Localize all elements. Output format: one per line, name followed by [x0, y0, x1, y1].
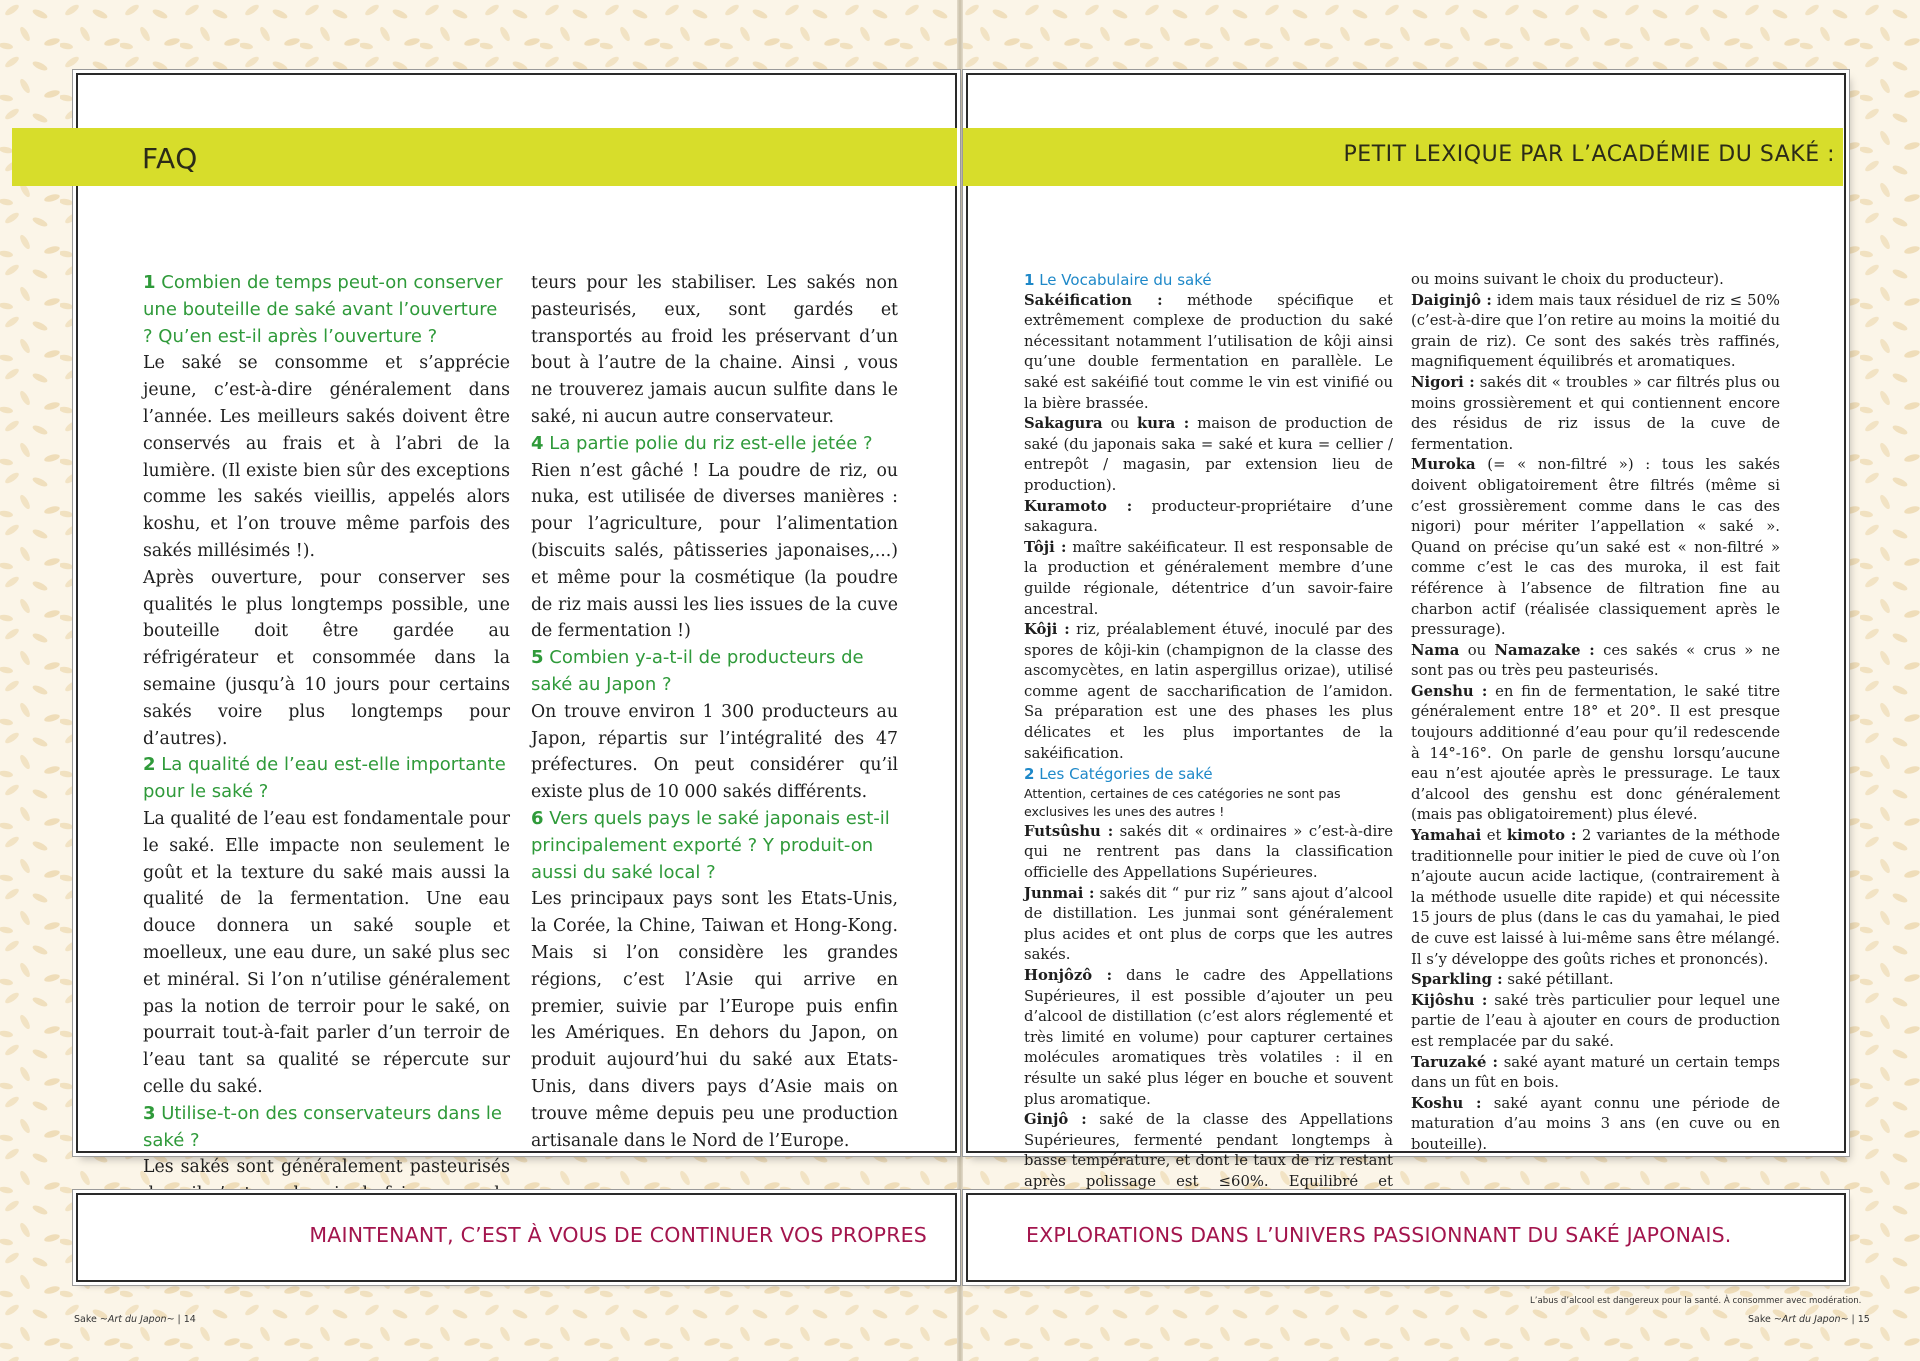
lexicon-title: PETIT LEXIQUE PAR L’ACADÉMIE DU SAKÉ : [1343, 142, 1835, 167]
lexicon-entry: Nigori : sakés dit « troubles » car filtrés plus ou moins grossièrement et qui contiennent encore des résidus de riz issus de la cuve de fermentation. [1411, 373, 1780, 453]
question-1: 1 Combien de temps peut-on conserver une bouteille de saké avant l’ouverture ? Qu’en est-il après l’ouverture ? [143, 272, 503, 347]
question-5: 5 Combien y-a-t-il de producteurs de saké au Japon ? [531, 647, 864, 695]
alcohol-warning: L’abus d’alcool est dangereux pour la santé. À consommer avec modération. [1530, 1296, 1862, 1306]
question-6: 6 Vers quels pays le saké japonais est-il principalement exporté ? Y produit-on aussi du saké local ? [531, 807, 890, 883]
lexicon-entry: Taruzaké : saké ayant maturé un certain temps dans un fût en bois. [1411, 1053, 1780, 1092]
answer-5: On trouve environ 1 300 producteurs au Japon, répartis sur l’intégralité des 47 préfectures. On peut considérer qu’il existe plus de 10 000 sakés différents. [531, 701, 898, 803]
answer-3-end: teurs pour les stabiliser. Les sakés non pasteurisés, eux, sont gardés et transportés au froid les préservant d’un bout à l’autre de la chaine. Ainsi , vous ne trouverez jamais aucun sulfite dans le saké, ni aucun autre conservateur. [531, 273, 898, 427]
answer-1-paragraph-2: Après ouverture, pour conserver ses qualités le plus longtemps possible, une bouteille doit être gardée au réfrigérateur et consommée dans la semaine (jusqu’à 10 jours pour certains sakés voire plus longtemps pour d’autres). [143, 567, 510, 749]
faq-title: FAQ [142, 142, 198, 175]
faq-column-1 [143, 270, 510, 1235]
answer-1-paragraph-1: Le saké se consomme et s’apprécie jeune, c’est-à-dire généralement dans l’année. Les meilleurs sakés doivent être conservés au frais et à l’abri de la lumière. (Il existe bien sûr des exceptions comme les sakés vieillis, appelés alors koshu, et l’on trouve même parfois des sakés millésimés !). [143, 353, 510, 561]
lexicon-entry: Futsûshu : sakés dit « ordinaires » c’est-à-dire qui ne rentrent pas dans la classification officielle des Appellations Supérieures. [1024, 822, 1394, 882]
lexicon-continuation: ou moins suivant le choix du producteur). [1411, 271, 1724, 288]
left-footer-banner [76, 1193, 957, 1282]
answer-2: La qualité de l’eau est fondamentale pour le saké. Elle impacte non seulement le goût et la texture du saké mais aussi la qualité de la fermentation. Une eau douce donnera un saké souple et moelleux, une eau dure, un saké plus sec et minéral. Si l’on n’utilise généralement pas la notion de terroir pour le saké, on pourrait tout-à-fait parler d’un terroir de l’eau tant sa qualité se répercute sur celle du saké. [143, 808, 510, 1097]
lexicon-entry: Sakéification : méthode spécifique et extrêmement complexe de production du saké nécessitant notamment l’utilisation de kôji ainsi qu’une double fermentation en parallèle. Le saké est sakéifié tout comme le vin est vinifié ou la bière brassée. [1024, 291, 1393, 412]
answer-3-start: Les sakés sont généralement pasteurisés [143, 1157, 510, 1178]
left-header-band [12, 128, 957, 186]
lexicon-heading-categories: 2 Les Catégories de saké [1024, 765, 1213, 784]
footer-message-right: EXPLORATIONS DANS L’UNIVERS PASSIONNANT DU SAKÉ JAPONAIS. [1026, 1223, 1732, 1247]
categories-note: Attention, certaines de ces catégories ne sont pas exclusives les unes des autres ! [1024, 785, 1341, 820]
lexicon-entry: Yamahai et kimoto : 2 variantes de la méthode traditionnelle pour initier le pied de cuve où l’on n’ajoute aucun acide lactique, (contrairement à la méthode usuelle dite rapide) et qui nécessite 15 jours de plus (dans le cas du yamahai, le pied de cuve est laissé à lui-même sans être mélangé. Il s’y développe des goûts riches et prononcés). [1411, 827, 1780, 968]
lexicon-column-1 [1024, 270, 1393, 1213]
page-spine [957, 0, 963, 1361]
right-header-band [963, 128, 1843, 186]
lexicon-entry: Kôji : riz, préalablement étuvé, inoculé par des spores de kôji-kin (champignon de la classe des ascomycètes, en latin aspergillus orizae), utilisé comme agent de saccharification de l’amidon. Sa préparation est une des phases les plus délicates et les plus importantes de la sakéification. [1024, 621, 1393, 762]
lexicon-entry: Muroka (= « non-filtré ») : tous les sakés doivent obligatoirement être filtrés (même si c’est grossièrement comme dans le cas des nigori) pour mériter l’appellation « saké ». Quand on précise qu’un saké est « non-filtré » comme c’est le cas des muroka, il est fait référence à l’absence de filtration fine au charbon actif (réalisée classiquement après le pressurage). [1411, 456, 1780, 639]
lexicon-entry: Tôji : maître sakéificateur. Il est responsable de la production et généralement membre d’une guilde régionale, détentrice d’un savoir-faire ancestral. [1024, 538, 1393, 618]
lexicon-entry: Ginjô : saké de la classe des Appellations Supérieures, fermenté pendant longtemps à basse température, et dont le taux de riz restant après polissage est ≤60%. Equilibré et [1024, 1111, 1393, 1190]
right-footer-banner [966, 1193, 1846, 1282]
lexicon-entry: Honjôzô : dans le cadre des Appellations Supérieures, il est possible d’ajouter un peu d’alcool de distillation (c’est alors réglementé et très limité en volume) pour capturer certaines molécules aromatiques très volatiles : il en résulte un saké plus léger en bouche et souvent plus aromatique. [1024, 967, 1393, 1108]
answer-6: Les principaux pays sont les Etats-Unis, la Corée, la Chine, Taiwan et Hong-Kong. Mais si l’on considère les grandes régions, c’est l’Asie qui arrive en premier, suivie par l’Europe puis enfin les Amériques. En dehors du Japon, on produit aujourd’hui du saké aux Etats-Unis, dans divers pays d’Asie mais on trouve même depuis peu une production artisanale dans le Nord de l’Europe. [531, 889, 898, 1151]
answer-4: Rien n’est gâché ! La poudre de riz, ou nuka, est utilisée de diverses manières : pour l’agriculture, pour l’alimentation (biscuits salés, pâtisseries japonaises,...) et même pour la cosmétique (la poudre de riz mais aussi les lies issues de la cuve de fermentation !) [531, 460, 898, 642]
question-3: 3 Utilise-t-on des conservateurs dans le saké ? [143, 1102, 502, 1151]
lexicon-column-2 [1411, 270, 1780, 1156]
lexicon-entry: Koshu : saké ayant connu une période de maturation d’au moins 3 ans (en cuve ou en bouteille). [1411, 1094, 1780, 1153]
page-folio-right: Sake ~Art du Japon~ | 15 [1748, 1314, 1870, 1325]
question-4: 4 La partie polie du riz est-elle jetée ? [531, 432, 873, 454]
page-folio-left: Sake ~Art du Japon~ | 14 [74, 1314, 196, 1325]
lexicon-heading-vocabulary: 1 Le Vocabulaire du saké [1024, 271, 1212, 289]
lexicon-entry: Daiginjô : idem mais taux résiduel de riz ≤ 50% (c’est-à-dire que l’on retire au moins la moitié du grain de riz). Ce sont des sakés très raffinés, magnifiquement équilibrés et aromatiques. [1411, 291, 1780, 371]
faq-column-2 [531, 270, 898, 1154]
lexicon-entry: Sakagura ou kura : maison de production de saké (du japonais saka = saké et kura = cellier / entrepôt / magasin, par extension lieu de production). [1024, 415, 1393, 494]
lexicon-entry: Genshu : en fin de fermentation, le saké titre généralement entre 18° et 20°. Il est presque toujours additionné d’eau pour qu’il redescende à 14°-16°. On parle de genshu lorsqu’aucune eau n’est ajoutée après le pressurage. Le taux d’alcool des genshu est donc généralement (mais pas obligatoirement) plus élevé. [1411, 682, 1780, 824]
lexicon-entry: Junmai : sakés dit “ pur riz ” sans ajout d’alcool de distillation. Les junmai sont généralement plus acides et ont plus de corps que les autres sakés. [1024, 884, 1393, 964]
lexicon-entry: Kijôshu : saké très particulier pour lequel une partie de l’eau à ajouter en cours de production est remplacée par du saké. [1411, 991, 1781, 1050]
lexicon-entry: Sparkling : saké pétillant. [1411, 971, 1614, 989]
lexicon-entry: Nama ou Namazake : ces sakés « crus » ne sont pas ou très peu pasteurisés. [1411, 641, 1780, 680]
lexicon-entry: Kuramoto : producteur-propriétaire d’une sakagura. [1024, 497, 1393, 536]
question-2: 2 La qualité de l’eau est-elle importante pour le saké ? [143, 754, 506, 803]
footer-message-left: MAINTENANT, C’EST À VOUS DE CONTINUER VOS PROPRES [309, 1223, 927, 1247]
